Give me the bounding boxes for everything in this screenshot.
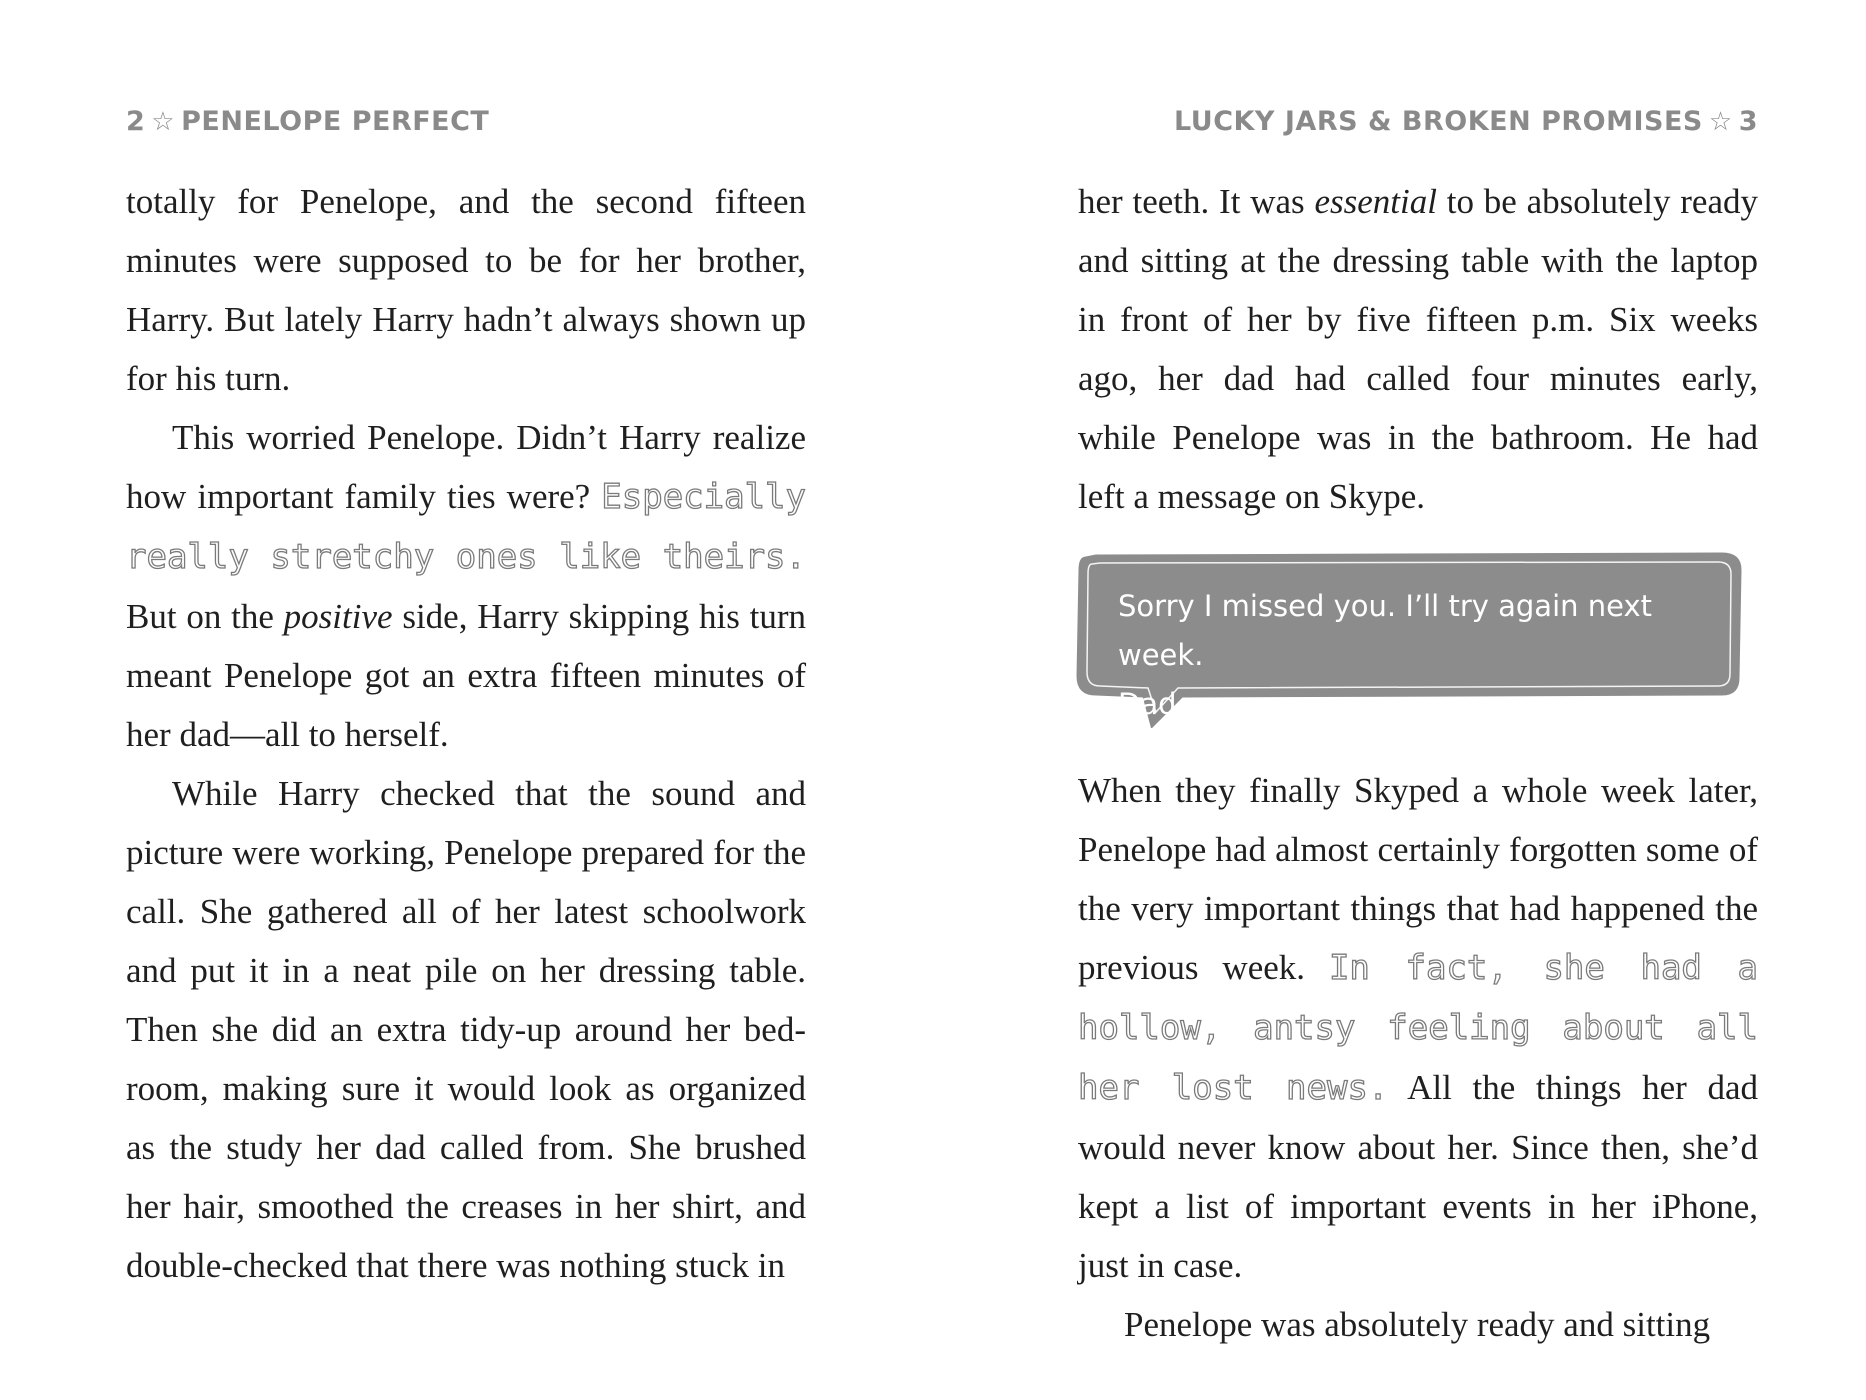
page-number-right: 3 — [1738, 106, 1758, 137]
book-title-left: PENELOPE PERFECT — [181, 106, 490, 137]
left-paragraph-2-text-a: This worried Penelope. Didn’t Harry realize how important family ties were? — [126, 418, 806, 516]
right-running-head — [1174, 106, 1758, 138]
emphasis-essential: essential — [1314, 182, 1437, 221]
left-paragraph-2-text-c: side, Harry skipping his turn meant Penelope got an extra fifteen minutes of her dad—all to herself. — [126, 597, 806, 754]
left-text-block — [126, 172, 806, 1295]
speech-bubble-text — [1118, 582, 1718, 729]
right-paragraph-1-text-a: her teeth. It was — [1078, 182, 1315, 221]
star-icon: ☆ — [1708, 107, 1733, 137]
right-page — [1078, 0, 1758, 1400]
right-paragraph-2 — [1078, 761, 1758, 1295]
star-icon: ☆ — [151, 107, 176, 137]
right-paragraph-1 — [1078, 172, 1758, 526]
right-paragraph-2-text-b: All the things her dad would never know about her. Since then, she’d kept a list of important events in her iPhone, just in case. — [1078, 1068, 1758, 1285]
left-paragraph-1: totally for Penelope, and the second fifteen minutes were supposed to be for her brother, Harry. But lately Harry hadn’t always shown up for his turn. — [126, 182, 806, 398]
left-paragraph-2-text-b: But on the — [126, 597, 284, 636]
left-running-head — [126, 106, 489, 138]
handwritten-thought: In fact, she had a hollow, antsy feeling about all her lost news. — [1078, 948, 1758, 1108]
right-text-block-bottom — [1078, 761, 1758, 1354]
handwritten-thought: Especially really stretchy ones like theirs. — [126, 477, 806, 577]
right-paragraph-3: Penelope was absolutely ready and sitting — [1124, 1305, 1711, 1344]
speech-bubble — [1072, 548, 1744, 721]
left-page — [126, 0, 806, 1400]
left-paragraph-3: While Harry checked that the sound and picture were working, Penelope prepared for the call. She gathered all of her latest schoolwork and put it in a neat pile on her dressing table. Then she did an extra tidy-up around her bed-room, making sure it would look as organized as the study her dad called from. She brushed her hair, smoothed the creases in her shirt, and double-checked that there was nothing stuck in — [126, 774, 806, 1285]
book-title-right: LUCKY JARS & BROKEN PROMISES — [1174, 106, 1703, 137]
speech-bubble-line-2: Dad x — [1118, 687, 1203, 721]
page-number-left: 2 — [126, 106, 146, 137]
right-paragraph-1-text-b: to be absolutely ready and sitting at the dressing table with the laptop in front of her by five fifteen p.m. Six weeks ago, her dad had called four minutes early, while Penelope was in the bathroom. He had left a message on Skype. — [1078, 182, 1758, 516]
right-text-block-top — [1078, 172, 1758, 526]
emphasis-positive: positive — [283, 597, 393, 636]
left-paragraph-2 — [126, 408, 806, 764]
speech-bubble-line-1: Sorry I missed you. I’ll try again next week. — [1118, 589, 1652, 672]
right-paragraph-2-text-a: When they finally Skyped a whole week later, Penelope had almost certainly forgotten some of the very important things that had happened the previous week. — [1078, 771, 1758, 987]
